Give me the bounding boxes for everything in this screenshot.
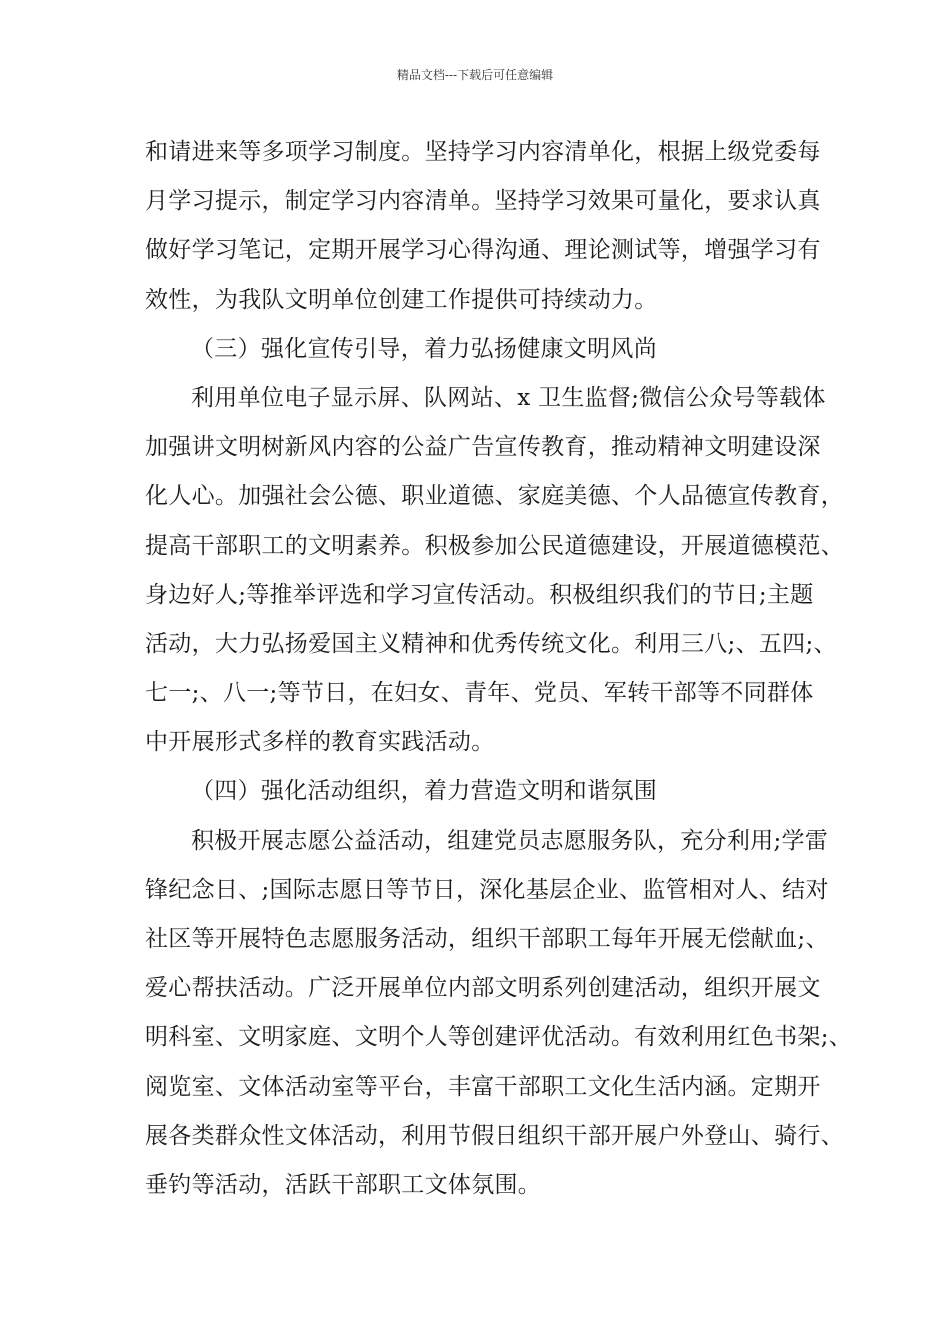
body-line: 中开展形式多样的教育实践活动。 [145,729,495,756]
body-line: 身边好人;等推举评选和学习宣传活动。积极组织我们的节日;主题 [145,581,814,608]
body-line: 效性，为我队文明单位创建工作提供可持续动力。 [145,286,658,313]
body-line: 明科室、文明家庭、文明个人等创建评优活动。有效利用红色书架;、 [145,1024,853,1051]
body-line: 展各类群众性文体活动，利用节假日组织干部开展户外登山、骑行、 [145,1122,844,1149]
page-header: 精品文档---下载后可任意编辑 [396,68,554,82]
body-line: 提高干部职工的文明素养。积极参加公民道德建设，开展道德模范、 [145,532,844,559]
section-heading-4: （四）强化活动组织，着力营造文明和谐氛围 [191,778,657,805]
section-heading-3: （三）强化宣传引导，着力弘扬健康文明风尚 [191,335,657,362]
body-line: 七一;、八一;等节日，在妇女、青年、党员、军转干部等不同群体 [145,680,814,707]
body-line: 社区等开展特色志愿服务活动，组织干部职工每年开展无偿献血;、 [145,926,829,952]
body-line: 做好学习笔记，定期开展学习心得沟通、理论测试等，增强学习有 [145,237,821,264]
body-line: 和请进来等多项学习制度。坚持学习内容清单化，根据上级党委每 [145,139,821,165]
body-line: 垂钓等活动，活跃干部职工文体氛围。 [145,1171,542,1198]
body-line: 积极开展志愿公益活动，组建党员志愿服务队，充分利用;学雷 [191,827,829,854]
body-line: 爱心帮扶活动。广泛开展单位内部文明系列创建活动，组织开展文 [145,975,821,1002]
body-line: 月学习提示，制定学习内容清单。坚持学习效果可量化，要求认真 [145,188,821,215]
body-line: 化人心。加强社会公德、职业道德、家庭美德、个人品德宣传教育， [145,483,844,510]
body-line: 活动，大力弘扬爱国主义精神和优秀传统文化。利用三八;、五四;、 [145,630,837,657]
body-line: 利用单位电子显示屏、队网站、x 卫生监督;微信公众号等载体 [191,384,826,411]
body-line: 加强讲文明树新风内容的公益广告宣传教育，推动精神文明建设深 [145,434,821,461]
document-body [145,132,853,1214]
body-line: 锋纪念日、;国际志愿日等节日，深化基层企业、监管相对人、结对 [145,876,829,903]
body-line: 阅览室、文体活动室等平台，丰富干部职工文化生活内涵。定期开 [145,1073,821,1100]
